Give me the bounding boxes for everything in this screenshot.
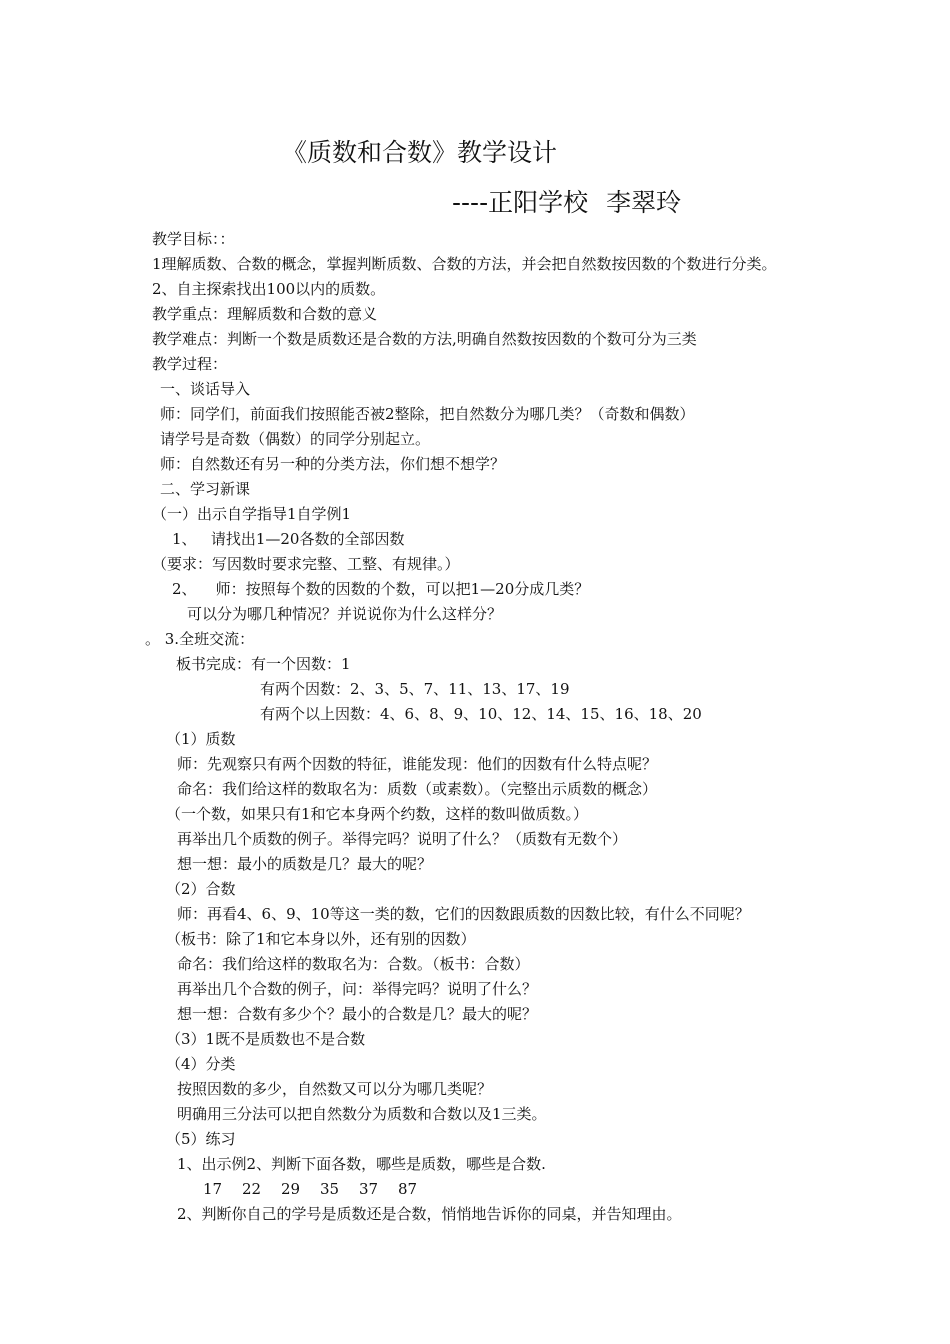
paragraph: 师：同学们，前面我们按照能否被2整除，把自然数分为哪几类？（奇数和偶数）: [160, 405, 695, 423]
example-number: 17: [203, 1180, 223, 1198]
paragraph: 可以分为哪几种情况？并说说你为什么这样分？: [187, 605, 503, 623]
subsection-heading: （2）合数: [166, 880, 236, 898]
paragraph: （一个数，如果只有1和它本身两个约数，这样的数叫做质数。）: [166, 805, 589, 823]
paragraph: 板书完成：有一个因数：1: [176, 655, 351, 673]
paragraph: 请学号是奇数（偶数）的同学分别起立。: [160, 430, 431, 448]
section-2-heading: 二、学习新课: [160, 480, 251, 498]
paragraph: 。 3.全班交流：: [145, 630, 255, 648]
paragraph: 师：自然数还有另一种的分类方法，你们想不想学？: [160, 455, 506, 473]
example-number: 87: [398, 1180, 418, 1198]
example-number: 37: [359, 1180, 379, 1198]
paragraph: 再举出几个合数的例子，问：举得完吗？说明了什么？: [177, 980, 538, 998]
document-byline: [452, 183, 681, 219]
paragraph: 想一想：合数有多少个？最小的合数是几？最大的呢？: [177, 1005, 538, 1023]
paragraph: （要求：写因数时要求完整、工整、有规律。）: [152, 555, 460, 573]
difficult-point: 教学难点：判断一个数是质数还是合数的方法,明确自然数按因数的个数可分为三类: [152, 330, 697, 348]
objectives-heading: 教学目标：：: [152, 230, 235, 248]
example-number-list: [203, 1179, 437, 1199]
school-name: ----正阳学校: [452, 188, 589, 217]
paragraph: 按照因数的多少，自然数又可以分为哪几类呢？: [177, 1080, 493, 1098]
subsection-heading: （4）分类: [166, 1055, 236, 1073]
subsection-heading: （一）出示自学指导1自学例1: [152, 505, 352, 523]
objective-1: 1理解质数、合数的概念，掌握判断质数、合数的方法，并会把自然数按因数的个数进行分类。: [152, 255, 777, 273]
author-name: 李翠玲: [606, 188, 682, 217]
example-number: 29: [281, 1180, 301, 1198]
paragraph: 2、 师：按照每个数的因数的个数，可以把1—20分成几类？: [172, 580, 590, 598]
objective-2: 2、自主探索找出100以内的质数。: [152, 280, 386, 298]
paragraph: 1、 请找出1—20各数的全部因数: [172, 530, 405, 548]
paragraph: 有两个因数：2、3、5、7、11、13、17、19: [260, 680, 570, 698]
paragraph: 命名：我们给这样的数取名为：合数。（板书：合数）: [177, 955, 530, 973]
paragraph: 想一想：最小的质数是几？最大的呢？: [177, 855, 433, 873]
key-point: 教学重点：理解质数和合数的意义: [152, 305, 378, 323]
paragraph: 师：再看4、6、9、10等这一类的数，它们的因数跟质数的因数比较，有什么不同呢？: [177, 905, 750, 923]
paragraph: 明确用三分法可以把自然数分为质数和合数以及1三类。: [177, 1105, 547, 1123]
paragraph: 再举出几个质数的例子。举得完吗？说明了什么？（质数有无数个）: [177, 830, 628, 848]
process-heading: 教学过程：: [152, 355, 228, 373]
subsection-heading: （5）练习: [166, 1130, 236, 1148]
subsection-heading: （3）1既不是质数也不是合数: [166, 1030, 366, 1048]
section-1-heading: 一、谈话导入: [160, 380, 251, 398]
paragraph: 1、出示例2、判断下面各数，哪些是质数，哪些是合数.: [177, 1155, 546, 1173]
paragraph: 2、判断你自己的学号是质数还是合数，悄悄地告诉你的同桌，并告知理由。: [177, 1205, 682, 1223]
paragraph: 有两个以上因数：4、6、8、9、10、12、14、15、16、18、20: [260, 705, 702, 723]
paragraph: 命名：我们给这样的数取名为：质数（或素数）。（完整出示质数的概念）: [177, 780, 658, 798]
paragraph: （板书：除了1和它本身以外，还有别的因数）: [166, 930, 476, 948]
example-number: 35: [320, 1180, 340, 1198]
paragraph: 师：先观察只有两个因数的特征，谁能发现：他们的因数有什么特点呢？: [177, 755, 658, 773]
example-number: 22: [242, 1180, 262, 1198]
subsection-heading: （1）质数: [166, 730, 236, 748]
document-title: 《质数和合数》教学设计: [282, 138, 558, 167]
